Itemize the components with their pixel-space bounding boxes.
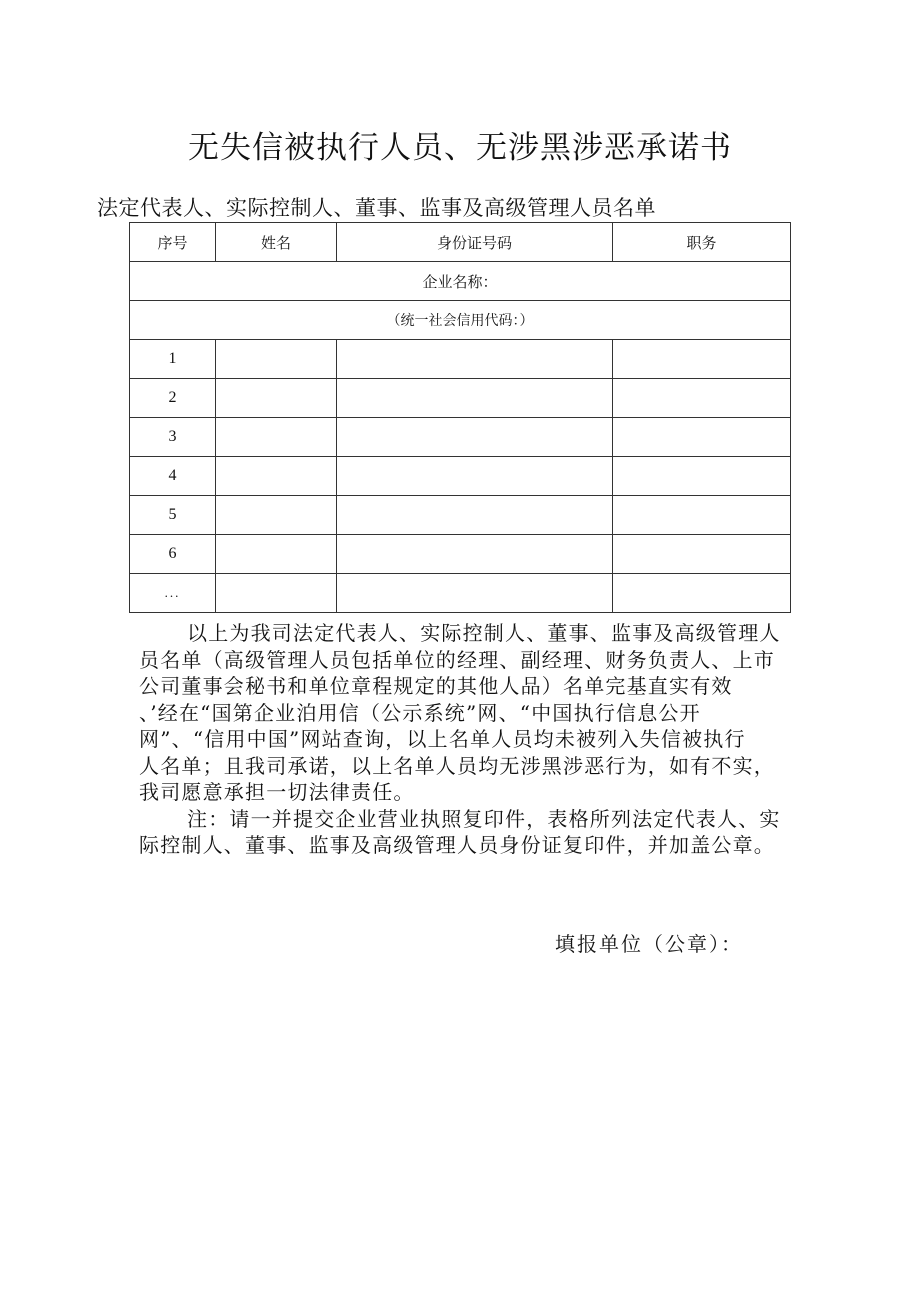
name-cell[interactable] <box>216 379 337 418</box>
id-number-cell[interactable] <box>337 418 613 457</box>
position-cell[interactable] <box>613 418 791 457</box>
row-index: 4 <box>130 457 216 496</box>
body-line: 人名单；且我司承诺，以上名单人员均无涉黑涉恶行为，如有不实， <box>139 753 775 778</box>
body-line: 以上为我司法定代表人、实际控制人、董事、监事及高级管理人 <box>187 621 781 645</box>
body-line: 公司董事会秘书和单位章程规定的其他人品）名单完基直实有效 <box>139 674 733 698</box>
header-index: 序号 <box>130 223 216 262</box>
table-row <box>130 535 791 574</box>
table-row <box>130 379 791 418</box>
document-title: 无失信被执行人员、无涉黑涉恶承诺书 <box>188 130 732 166</box>
name-cell[interactable] <box>216 340 337 379</box>
table-header-row <box>130 223 791 262</box>
header-position: 职务 <box>613 223 791 262</box>
position-cell[interactable] <box>613 457 791 496</box>
body-line: 我司愿意承担一切法律责任。 <box>139 780 415 804</box>
table-row <box>130 496 791 535</box>
position-cell[interactable] <box>613 535 791 574</box>
row-index: 1 <box>130 340 216 379</box>
body-line: 网”、“信用中国”网站查询，以上名单人员均未被列入失信被执行 <box>139 727 746 751</box>
id-number-cell[interactable] <box>337 457 613 496</box>
row-index: 6 <box>130 535 216 574</box>
note-line: 际控制人、董事、监事及高级管理人员身份证复印件，并加盖公章。 <box>139 833 775 857</box>
position-cell[interactable] <box>613 379 791 418</box>
name-cell[interactable] <box>216 418 337 457</box>
name-cell[interactable] <box>216 535 337 574</box>
body-line: 员名单（高级管理人员包括单位的经理、副经理、财务负责人、上市 <box>139 647 775 672</box>
credit-code-row <box>130 301 791 340</box>
table-row <box>130 418 791 457</box>
position-cell[interactable] <box>613 496 791 535</box>
id-number-cell[interactable] <box>337 496 613 535</box>
signature-label: 填报单位（公章）： <box>555 932 743 956</box>
commitment-text <box>139 620 839 859</box>
row-index: 3 <box>130 418 216 457</box>
header-id-number: 身份证号码 <box>337 223 613 262</box>
row-index: 2 <box>130 379 216 418</box>
company-name-field[interactable]: 企业名称： <box>130 262 791 301</box>
personnel-table <box>129 222 791 613</box>
table-row <box>130 457 791 496</box>
position-cell[interactable] <box>613 340 791 379</box>
body-line: 、’经在“国第企业泊用信（公示系统”网、“中国执行信息公开 <box>139 700 701 725</box>
name-cell[interactable] <box>216 457 337 496</box>
position-cell[interactable] <box>613 574 791 613</box>
id-number-cell[interactable] <box>337 340 613 379</box>
name-cell[interactable] <box>216 574 337 613</box>
company-name-row <box>130 262 791 301</box>
table-subtitle: 法定代表人、实际控制人、董事、监事及高级管理人员名单 <box>97 196 656 220</box>
table-row <box>130 340 791 379</box>
id-number-cell[interactable] <box>337 574 613 613</box>
table-row <box>130 574 791 613</box>
header-name: 姓名 <box>216 223 337 262</box>
id-number-cell[interactable] <box>337 535 613 574</box>
note-line: 注：请一并提交企业营业执照复印件，表格所列法定代表人、实 <box>187 806 781 831</box>
id-number-cell[interactable] <box>337 379 613 418</box>
row-index: ... <box>130 574 216 613</box>
row-index: 5 <box>130 496 216 535</box>
credit-code-field[interactable]: （统一社会信用代码：） <box>130 301 791 340</box>
name-cell[interactable] <box>216 496 337 535</box>
